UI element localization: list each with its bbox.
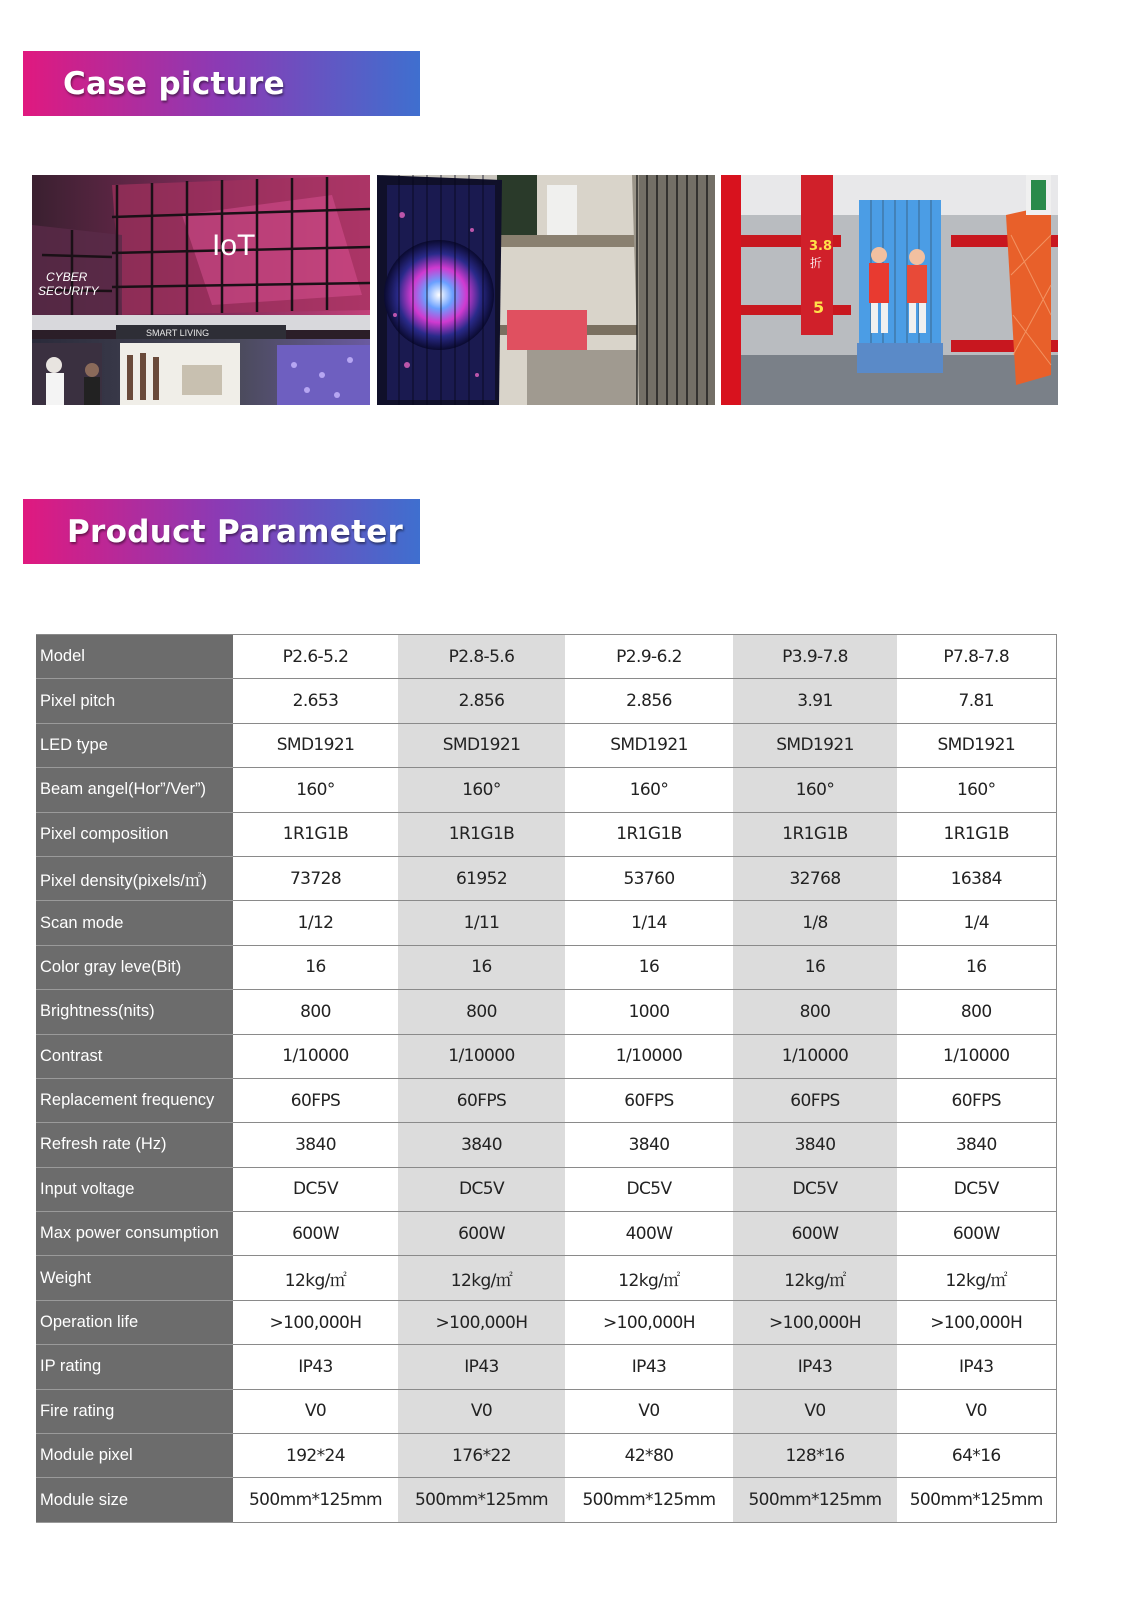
- table-row: [36, 945, 1056, 989]
- table-cell: P7.8-7.8: [897, 635, 1056, 679]
- table-row: [36, 901, 1056, 945]
- table-cell: 60FPS: [897, 1078, 1056, 1122]
- table-cell: 53760: [565, 856, 733, 900]
- table-cell: P2.9-6.2: [565, 635, 733, 679]
- table-cell: IP43: [733, 1345, 897, 1389]
- table-cell: 12kg/㎡: [733, 1256, 897, 1300]
- table-cell: 500mm*125mm: [733, 1478, 897, 1522]
- table-row: [36, 1345, 1056, 1389]
- table-row: [36, 1034, 1056, 1078]
- table-cell: 600W: [233, 1212, 398, 1256]
- row-label: Refresh rate (Hz): [36, 1123, 233, 1167]
- table-cell: 600W: [733, 1212, 897, 1256]
- table-row: [36, 723, 1056, 767]
- table-cell: 3840: [398, 1123, 565, 1167]
- table-cell: 16: [733, 945, 897, 989]
- table-row: [36, 679, 1056, 723]
- table-cell: P2.8-5.6: [398, 635, 565, 679]
- row-label: Brightness(nits): [36, 990, 233, 1034]
- table-cell: 32768: [733, 856, 897, 900]
- table-cell: 61952: [398, 856, 565, 900]
- svg-text:IoT: IoT: [212, 229, 256, 262]
- table-cell: SMD1921: [398, 723, 565, 767]
- table-cell: 1R1G1B: [398, 812, 565, 856]
- table-row: [36, 1434, 1056, 1478]
- row-label: Pixel composition: [36, 812, 233, 856]
- table-cell: 16: [897, 945, 1056, 989]
- table-cell: 1/10000: [398, 1034, 565, 1078]
- table-row: [36, 768, 1056, 812]
- table-cell: SMD1921: [233, 723, 398, 767]
- row-label: Contrast: [36, 1034, 233, 1078]
- table-cell: IP43: [565, 1345, 733, 1389]
- table-cell: 160°: [233, 768, 398, 812]
- table-cell: 800: [733, 990, 897, 1034]
- row-label: Pixel density(pixels/㎡): [36, 856, 233, 900]
- table-cell: DC5V: [398, 1167, 565, 1211]
- table-cell: DC5V: [233, 1167, 398, 1211]
- table-row: [36, 1078, 1056, 1122]
- table-cell: V0: [897, 1389, 1056, 1433]
- table-cell: 1000: [565, 990, 733, 1034]
- table-cell: P3.9-7.8: [733, 635, 897, 679]
- table-cell: 60FPS: [398, 1078, 565, 1122]
- table-cell: 3840: [897, 1123, 1056, 1167]
- product-parameter-table: [36, 634, 1057, 1523]
- row-label: Weight: [36, 1256, 233, 1300]
- svg-text:SECURITY: SECURITY: [38, 284, 99, 298]
- table-cell: 600W: [398, 1212, 565, 1256]
- table-cell: 16: [233, 945, 398, 989]
- table-cell: IP43: [398, 1345, 565, 1389]
- svg-text:3.8: 3.8: [809, 239, 833, 254]
- table-cell: 160°: [398, 768, 565, 812]
- row-label: Replacement frequency: [36, 1078, 233, 1122]
- table-cell: 12kg/㎡: [398, 1256, 565, 1300]
- table-cell: 1/11: [398, 901, 565, 945]
- product-parameter-banner: [23, 499, 420, 564]
- table-cell: V0: [398, 1389, 565, 1433]
- case-photo-atrium-screen: [721, 175, 1058, 405]
- table-row: [36, 1300, 1056, 1344]
- table-cell: 500mm*125mm: [897, 1478, 1056, 1522]
- table-cell: DC5V: [565, 1167, 733, 1211]
- row-label: Module pixel: [36, 1434, 233, 1478]
- table-cell: 73728: [233, 856, 398, 900]
- row-label: Input voltage: [36, 1167, 233, 1211]
- table-row: [36, 1123, 1056, 1167]
- case-photo-iot: [32, 175, 370, 405]
- table-cell: IP43: [897, 1345, 1056, 1389]
- table-cell: SMD1921: [897, 723, 1056, 767]
- table-cell: 16384: [897, 856, 1056, 900]
- table-cell: 3840: [733, 1123, 897, 1167]
- svg-text:折: 折: [810, 256, 823, 270]
- table-cell: 16: [565, 945, 733, 989]
- table-cell: 800: [398, 990, 565, 1034]
- table-cell: 400W: [565, 1212, 733, 1256]
- product-parameter-title: Product Parameter: [67, 513, 404, 550]
- row-label: Module size: [36, 1478, 233, 1522]
- row-label: IP rating: [36, 1345, 233, 1389]
- table-cell: SMD1921: [733, 723, 897, 767]
- svg-text:SMART LIVING: SMART LIVING: [146, 328, 210, 338]
- table-cell: 60FPS: [733, 1078, 897, 1122]
- table-cell: >100,000H: [897, 1300, 1056, 1344]
- row-label: Fire rating: [36, 1389, 233, 1433]
- row-label: Pixel pitch: [36, 679, 233, 723]
- table-row: [36, 1256, 1056, 1300]
- table-cell: 160°: [733, 768, 897, 812]
- table-cell: 1R1G1B: [733, 812, 897, 856]
- table-row: [36, 812, 1056, 856]
- row-label: Operation life: [36, 1300, 233, 1344]
- table-cell: 12kg/㎡: [233, 1256, 398, 1300]
- table-cell: 12kg/㎡: [897, 1256, 1056, 1300]
- row-label: Color gray leve(Bit): [36, 945, 233, 989]
- table-cell: V0: [233, 1389, 398, 1433]
- table-row: [36, 990, 1056, 1034]
- svg-text:5: 5: [813, 298, 825, 317]
- table-cell: 1/14: [565, 901, 733, 945]
- table-cell: 1/10000: [733, 1034, 897, 1078]
- table-cell: 128*16: [733, 1434, 897, 1478]
- table-cell: 1/10000: [565, 1034, 733, 1078]
- table-cell: 3840: [233, 1123, 398, 1167]
- table-row: [36, 856, 1056, 900]
- table-cell: 1R1G1B: [565, 812, 733, 856]
- table-cell: DC5V: [733, 1167, 897, 1211]
- table-cell: >100,000H: [733, 1300, 897, 1344]
- row-label: Beam angel(Hor”/Ver”): [36, 768, 233, 812]
- table-cell: 192*24: [233, 1434, 398, 1478]
- table-cell: 7.81: [897, 679, 1056, 723]
- table-cell: 176*22: [398, 1434, 565, 1478]
- table-row: [36, 1478, 1056, 1522]
- case-picture-banner: [23, 51, 420, 116]
- table-cell: 500mm*125mm: [398, 1478, 565, 1522]
- table-row: [36, 1167, 1056, 1211]
- table-cell: 3.91: [733, 679, 897, 723]
- table-cell: 60FPS: [565, 1078, 733, 1122]
- table-cell: >100,000H: [398, 1300, 565, 1344]
- table-cell: 64*16: [897, 1434, 1056, 1478]
- table-cell: V0: [565, 1389, 733, 1433]
- case-picture-title: Case picture: [63, 65, 285, 102]
- table-cell: 1R1G1B: [897, 812, 1056, 856]
- table-cell: 800: [233, 990, 398, 1034]
- table-cell: 2.856: [398, 679, 565, 723]
- table-cell: >100,000H: [233, 1300, 398, 1344]
- table-cell: IP43: [233, 1345, 398, 1389]
- table-cell: 1/8: [733, 901, 897, 945]
- table-row: [36, 635, 1056, 679]
- table-cell: V0: [733, 1389, 897, 1433]
- row-label: LED type: [36, 723, 233, 767]
- row-label: Model: [36, 635, 233, 679]
- table-cell: 500mm*125mm: [233, 1478, 398, 1522]
- table-cell: DC5V: [897, 1167, 1056, 1211]
- table-cell: 600W: [897, 1212, 1056, 1256]
- table-cell: 1/10000: [897, 1034, 1056, 1078]
- row-label: Scan mode: [36, 901, 233, 945]
- table-cell: 2.653: [233, 679, 398, 723]
- svg-text:CYBER: CYBER: [46, 270, 88, 284]
- table-cell: SMD1921: [565, 723, 733, 767]
- table-cell: 1/10000: [233, 1034, 398, 1078]
- table-cell: 500mm*125mm: [565, 1478, 733, 1522]
- table-cell: 3840: [565, 1123, 733, 1167]
- table-cell: 1R1G1B: [233, 812, 398, 856]
- table-cell: >100,000H: [565, 1300, 733, 1344]
- table-cell: 12kg/㎡: [565, 1256, 733, 1300]
- case-photo-mall-screens: [377, 175, 715, 405]
- row-label: Max power consumption: [36, 1212, 233, 1256]
- table-row: [36, 1212, 1056, 1256]
- table-row: [36, 1389, 1056, 1433]
- table-cell: 160°: [897, 768, 1056, 812]
- table-cell: 42*80: [565, 1434, 733, 1478]
- table-cell: 16: [398, 945, 565, 989]
- table-cell: 160°: [565, 768, 733, 812]
- table-cell: 1/4: [897, 901, 1056, 945]
- table-cell: 2.856: [565, 679, 733, 723]
- table-cell: 60FPS: [233, 1078, 398, 1122]
- table-cell: 1/12: [233, 901, 398, 945]
- table-cell: 800: [897, 990, 1056, 1034]
- table-cell: P2.6-5.2: [233, 635, 398, 679]
